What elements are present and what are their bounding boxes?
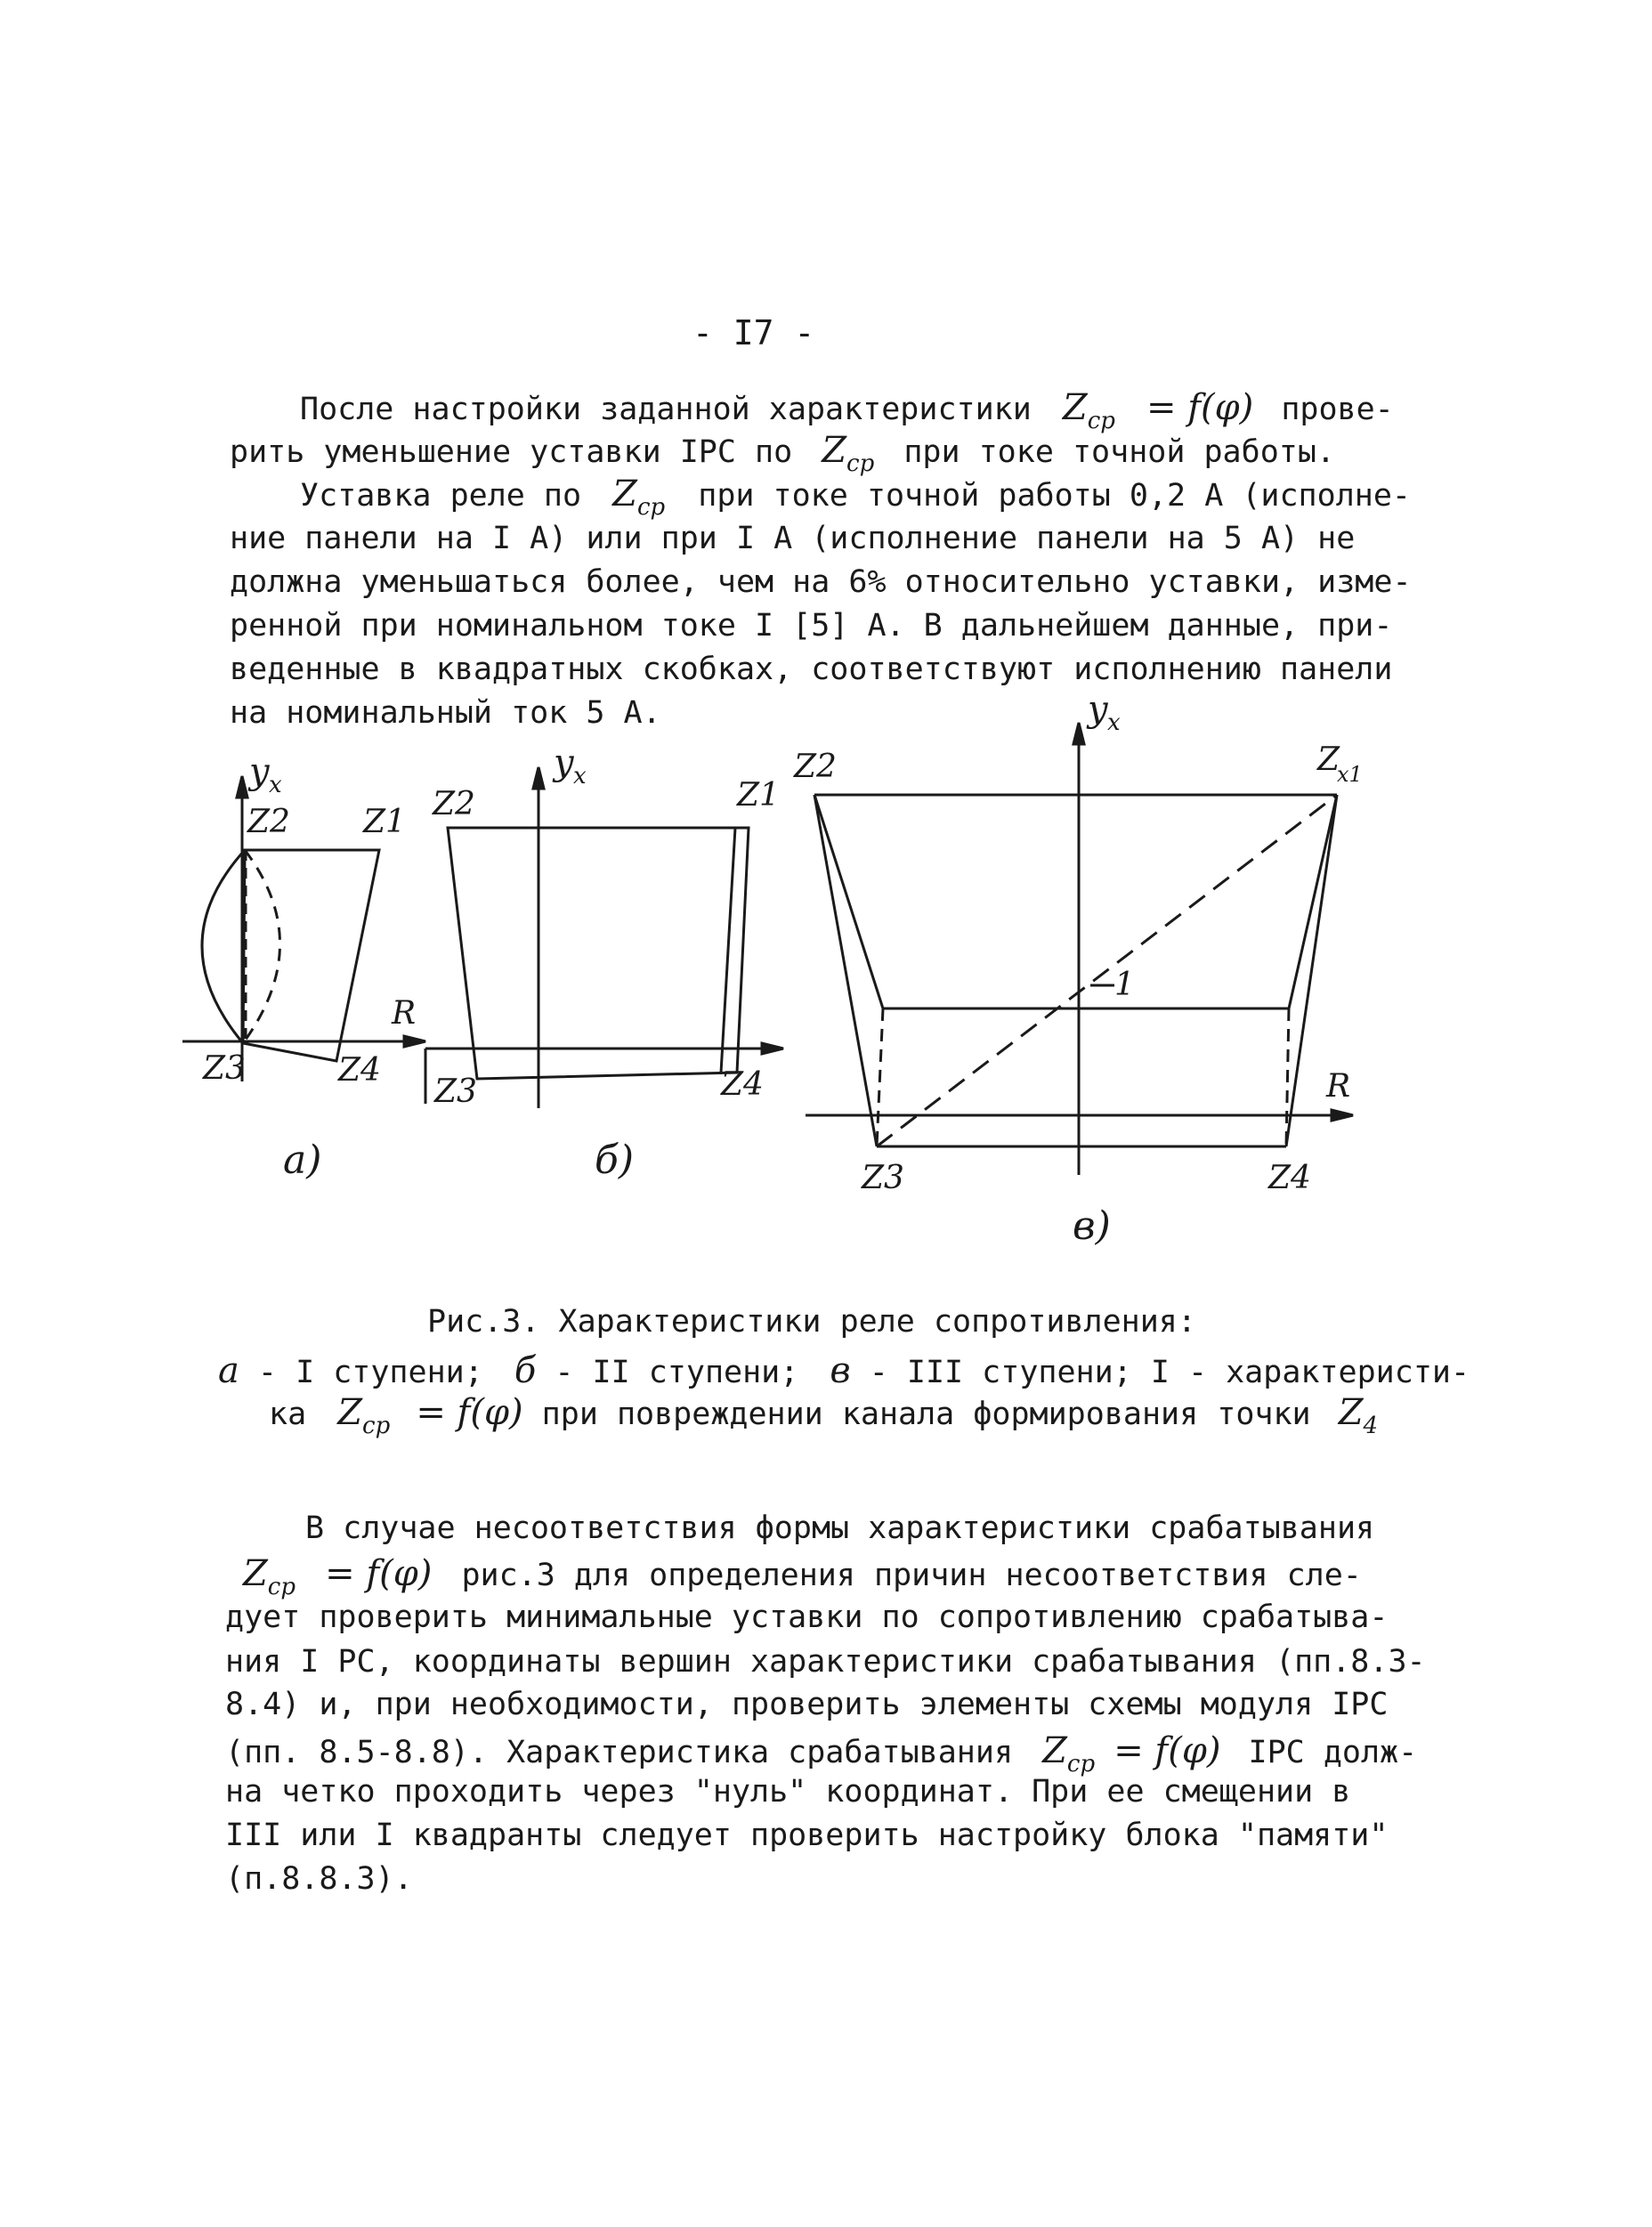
caption-a: а <box>218 1350 239 1391</box>
caption-c: в <box>830 1350 851 1391</box>
para1-text: рить уменьшение уставки IPC по <box>230 434 793 470</box>
diagram-c-zx1-label: Z <box>1317 741 1340 778</box>
para3-line8: III или I квадранты следует проверить настройку блока "памяти" <box>225 1818 1389 1853</box>
para1-text: После настройки заданной характеристики <box>300 392 1032 427</box>
para3-line5: 8.4) и, при необходимости, проверить элементы схемы модуля IPC <box>225 1687 1389 1722</box>
diagram-c-left-outer-edge <box>814 795 877 1146</box>
para3-line4: ния I PC, координаты вершин характеристики срабатывания (пп.8.3- <box>225 1644 1426 1680</box>
diagram-b-characteristic <box>448 828 749 1079</box>
diagram-c-z4-label: Z4 <box>1268 1160 1311 1196</box>
para3-line7: на четко проходить через "нуль" координат. При ее смещении в <box>225 1774 1351 1810</box>
diagram-c-zx1-sub: x1 <box>1337 762 1363 787</box>
para3-line9: (п.8.8.3). <box>225 1861 413 1897</box>
para3-text: (пп. 8.5-8.8). Характеристика срабатывания <box>225 1735 1014 1770</box>
diagram-b-z1-label: Z1 <box>737 777 780 814</box>
formula: $Z_{cp}$ <box>822 430 875 477</box>
para3-line6 <box>225 1730 1418 1778</box>
diagram-c-y-sub: x <box>1107 709 1121 736</box>
diagram-a-z1-label: Z1 <box>363 804 406 840</box>
diagram-c-z2-label: Z2 <box>794 749 837 785</box>
para2-line5: веденные в квадратных скобках, соответствуют исполнению панели <box>230 652 1393 687</box>
diagram-c-left-dashed <box>877 1008 883 1146</box>
formula-eq: = f(φ) <box>325 1553 433 1594</box>
diagram-c <box>806 723 1353 1175</box>
caption-line1: Рис.3. Характеристики реле сопротивления: <box>427 1304 1196 1340</box>
diagram-c-characteristic-1 <box>877 795 1337 1146</box>
caption-line2 <box>218 1350 1470 1391</box>
para3-text: IPC долж- <box>1248 1735 1418 1770</box>
caption-c-text: - III ступени; I - характеристи- <box>850 1355 1470 1390</box>
diagram-a-r-label: R <box>392 995 417 1032</box>
para2-line3: должна уменьшаться более, чем на 6% относительно уставки, изме- <box>230 564 1412 600</box>
caption-line3 <box>269 1392 1379 1439</box>
diagram-b-x-arrow <box>762 1043 783 1054</box>
caption-formula: $Z_{cp}$ <box>337 1392 391 1439</box>
diagram-c-y-arrow <box>1073 723 1084 744</box>
diagram-c-caption: в) <box>1073 1203 1111 1249</box>
para1-text: при токе точной работы. <box>903 434 1335 470</box>
page-number: - I7 - <box>692 313 815 352</box>
diagram-b-inner-edge <box>721 828 735 1073</box>
formula: $Z_{cp}$ <box>243 1553 296 1600</box>
diagram-a-z2-label: Z2 <box>247 804 290 840</box>
para1-text: прове- <box>1281 392 1394 427</box>
para3-line1: В случае несоответствия формы характеристики срабатывания <box>305 1510 1375 1546</box>
para3-line3: дует проверить минимальные уставки по сопротивлению срабатыва- <box>225 1599 1389 1635</box>
diagram-b-caption: б) <box>595 1138 635 1183</box>
diagram-b <box>425 767 783 1108</box>
diagram-a-y-sub: x <box>269 772 282 798</box>
formula: $Z_{cp}$ <box>1042 1730 1096 1778</box>
diagram-c-r-label: R <box>1326 1068 1351 1105</box>
diagram-c-z3-label: Z3 <box>862 1160 904 1196</box>
diagram-a-caption: a) <box>283 1138 322 1183</box>
para2-line4: ренной при номинальном токе I [5] А. В дальнейшем данные, при- <box>230 608 1393 644</box>
para2-text: Уставка реле по <box>300 478 582 514</box>
diagram-b-y-arrow <box>533 767 544 789</box>
diagram-b-z2-label: Z2 <box>433 786 475 822</box>
diagram-c-x-arrow <box>1332 1110 1353 1121</box>
formula: $Z_{cp}$ <box>612 474 666 521</box>
diagram-a-z3-label: Z3 <box>203 1050 246 1087</box>
diagram-b-y-label: y <box>554 742 574 783</box>
caption-b-text: - II ступени; <box>536 1355 799 1390</box>
diagram-b-y-sub: x <box>573 763 587 790</box>
diagram-c-left-inner-edge <box>814 795 883 1008</box>
diagram-c-y-label: y <box>1088 689 1108 730</box>
diagram-a-arc-solid <box>202 850 245 1043</box>
diagram-a-arc-dashed <box>243 850 280 1043</box>
diagram-a-z4-label: Z4 <box>338 1052 381 1089</box>
caption-b: б <box>514 1350 537 1391</box>
caption-formula-eq: = f(φ) <box>416 1392 523 1433</box>
caption-z4: $Z_4$ <box>1338 1392 1379 1439</box>
para3-text: рис.3 для определения причин несоответствия сле- <box>461 1558 1362 1593</box>
formula-eq: = f(φ) <box>1146 387 1254 428</box>
formula-eq: = f(φ) <box>1113 1730 1221 1771</box>
formula: $Z_{cp}$ <box>1062 387 1115 434</box>
para2-line6: на номинальный ток 5 А. <box>230 695 661 731</box>
caption-line3-text: при повреждении канала формирования точки <box>541 1397 1311 1432</box>
diagram-b-z3-label: Z3 <box>434 1073 477 1110</box>
para2-line2: ние панели на I А) или при I А (исполнение панели на 5 А) не <box>230 521 1356 556</box>
diagram-b-z4-label: Z4 <box>721 1066 764 1103</box>
diagram-a-y-arrow <box>237 776 247 798</box>
diagram-a-y-label: y <box>249 751 270 792</box>
diagram-a-x-arrow <box>404 1036 425 1047</box>
diagram-a-characteristic <box>243 850 379 1061</box>
caption-a-text: - I ступени; <box>239 1355 483 1390</box>
caption-ka: ка <box>269 1397 307 1432</box>
para3-line2 <box>236 1553 1362 1600</box>
diagram-c-label-1: 1 <box>1114 967 1135 1003</box>
para2-text: при токе точной работы 0,2 А (исполне- <box>698 478 1411 514</box>
